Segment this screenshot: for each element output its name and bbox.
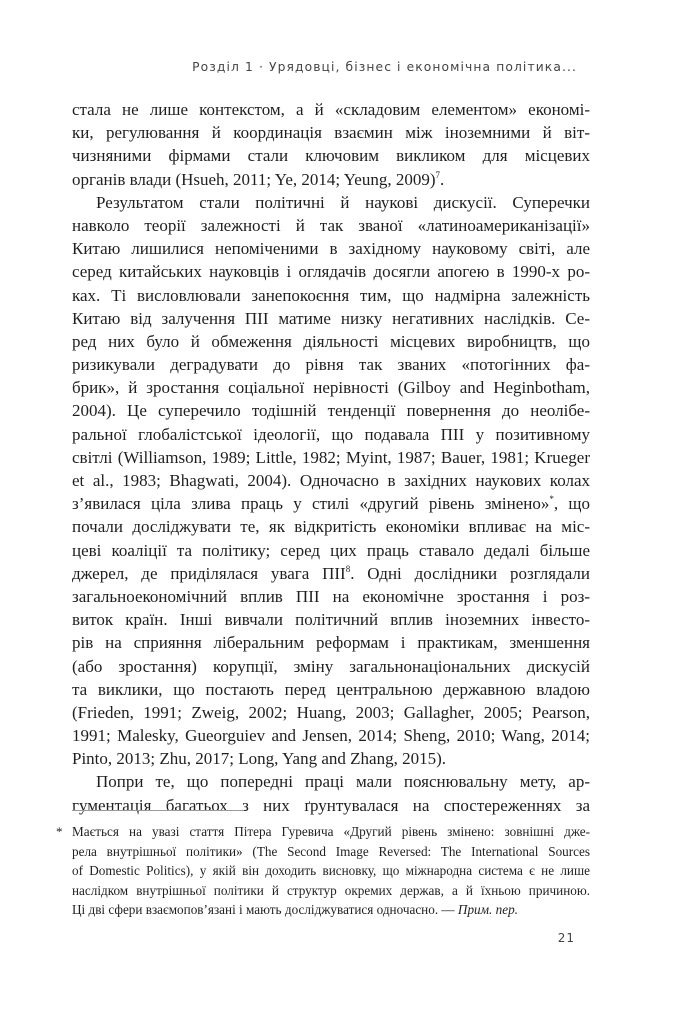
text-line: (або зростання) корупції, зміну загальнонаціональних дискусій	[72, 656, 590, 676]
text-line: стала не лише контекстом, а й «складовим елементом» економі-	[72, 100, 590, 119]
text-line: цеві коаліції та політику; серед цих праць ставало дедалі більше	[72, 540, 590, 560]
text-line: навколо теорії залежності й так званої «латиноамериканізації»	[72, 215, 590, 235]
footnote-ref-7: 7	[435, 169, 440, 180]
text-line: чизняними фірмами стали ключовим викликом для місцевих	[72, 146, 590, 166]
text-line: ки, регулювання й координація взаємин між іноземними й віт-	[72, 123, 590, 143]
text-line: ках. Ті висловлювали занепокоєння тим, що надмірна залежність	[72, 285, 590, 305]
text-line: органів влади (Hsueh, 2011; Ye, 2014; Yeung, 2009)$^7$.	[72, 169, 445, 189]
text-line: Китаю від залучення ПІІ матиме низку негативних наслідків. Се-	[72, 308, 590, 328]
text-line: загальноекономічний вплив ПІІ на економічне зростання і роз-	[72, 586, 590, 606]
text-line: почали досліджувати те, як відкритість економіки впливає на міс-	[72, 517, 590, 537]
body-text	[72, 98, 590, 817]
footnote-line: наслідком внутрішньої політики й структур окремих держав, а й їхньою причиною.	[72, 882, 590, 898]
text-line: виток країн. Інші вивчали політичний вплив іноземних інвесто-	[72, 610, 590, 630]
translator-note: Прим. пер.	[457, 902, 518, 917]
text-line: серед китайських науковців і оглядачів досягли апогею в 1990-х ро-	[72, 262, 590, 282]
paragraph-start: Результатом стали політичні й наукові дискусії. Суперечки	[96, 192, 590, 212]
footnote-ref-star: *	[549, 494, 554, 505]
footnote-mark: *	[56, 824, 63, 839]
footnote-divider	[72, 810, 244, 811]
page-number: 21	[557, 931, 575, 945]
footnote-ref-8: 8	[345, 563, 351, 574]
text-line: 2004). Це суперечило тодішній тенденції повернення до неолібе-	[72, 401, 590, 421]
text-line: гументація багатьох з них ґрунтувалася на спостереженнях за	[72, 795, 590, 815]
text-line: Pinto, 2013; Zhu, 2017; Long, Yang and Zhang, 2015).	[72, 749, 446, 769]
text-line: (Frieden, 1991; Zweig, 2002; Huang, 2003; Gallagher, 2005; Pearson,	[72, 702, 590, 722]
footnote-line: of Domestic Politics), у якій він доходить висновку, що міжнародна система є не лише	[72, 863, 590, 878]
text-line: 1991; Malesky, Gueorguiev and Jensen, 2014; Sheng, 2010; Wang, 2014;	[72, 726, 590, 746]
text-line: et al., 1983; Bhagwati, 2004). Одночасно в західних наукових колах	[72, 471, 590, 490]
running-head: Розділ 1 · Урядовці, бізнес і економічна політика...	[192, 60, 577, 74]
text-line: ризикували деградувати до рівня так званих «потогінних фа-	[72, 355, 590, 375]
text-line: світлі (Williamson, 1989; Little, 1982; Myint, 1987; Bauer, 1981; Krueger	[72, 447, 590, 467]
footnote-line: рела внутрішньої політики» (The Second Image Reversed: The International Sources	[72, 843, 590, 859]
text-line: ред них було й обмеження діяльності місцевих виробництв, що	[72, 331, 590, 351]
text-line: джерел, де приділялася увага ПІІ$^8$. Одні дослідники розглядали	[72, 563, 590, 583]
footnote	[56, 822, 590, 920]
text-line: Китаю лишилися непоміченими в західному науковому світі, але	[72, 239, 590, 259]
paragraph-start: Попри те, що попередні праці мали пояснювальну мету, ар-	[96, 772, 590, 792]
text-line: з’явилася ціла злива праць у стилі «другий рівень змінено»*, що	[72, 494, 590, 514]
text-line: та виклики, що постають перед центральною державною владою	[72, 679, 590, 699]
footnote-line: Ці дві сфери взаємопов’язані і мають досліджуватися одночасно. — Прим. пер.	[72, 902, 518, 917]
text-line: брик», й зростання соціальної нерівності (Gilboy and Heginbotham,	[72, 378, 590, 398]
text-line: рів на сприяння ліберальним реформам і практикам, зменшення	[72, 633, 590, 653]
footnote-line: Мається на увазі стаття Пітера Гуревича «Другий рівень змінено: зовнішні дже-	[72, 824, 590, 839]
text-line: ральної глобалістської ідеології, що подавала ПІІ у позитивному	[72, 424, 590, 444]
